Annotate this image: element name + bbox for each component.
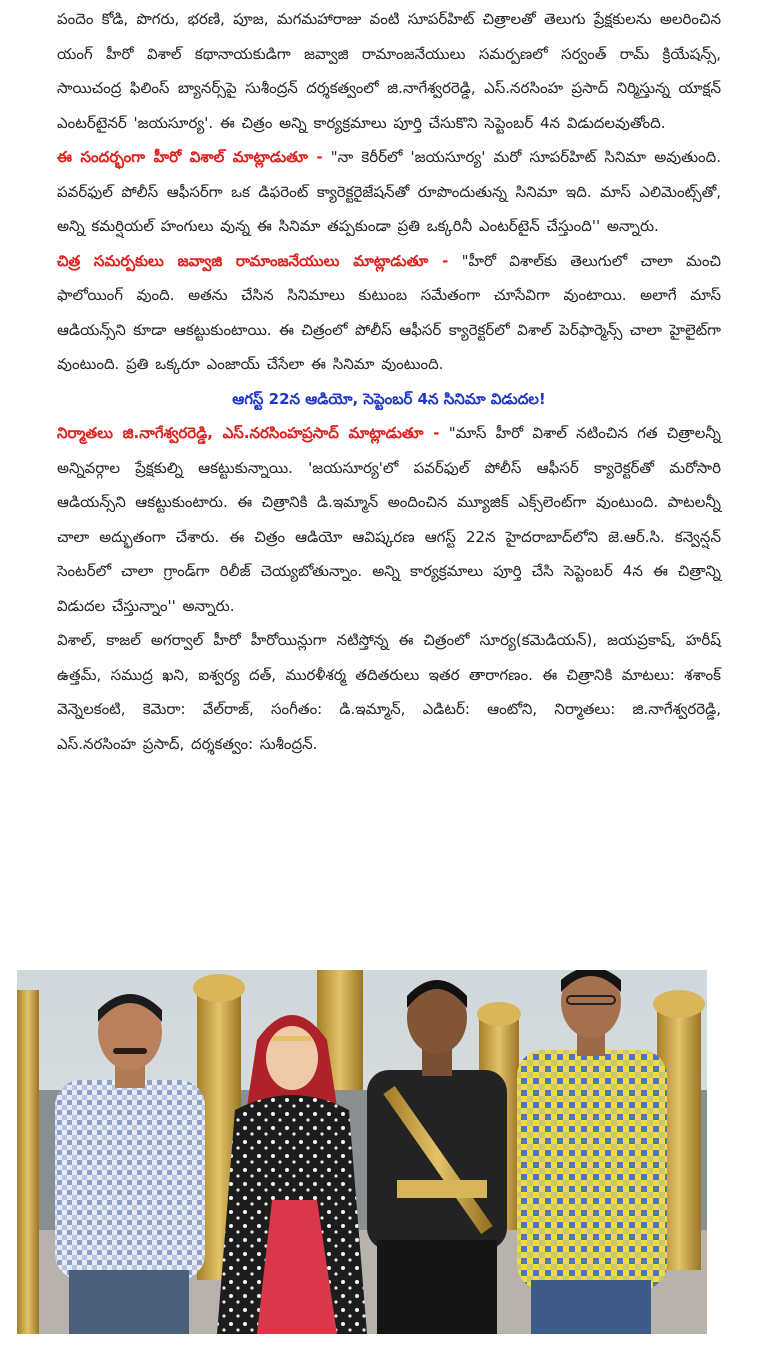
cast-photo xyxy=(17,970,707,1334)
presenter-speaker-label: చిత్ర సమర్పకులు జవ్వాజి రామాంజనేయులు మాట్లాడుతూ - xyxy=(57,251,449,270)
hero-quote-text: "నా కెరీర్‌లో 'జయసూర్య' మరో సూపర్‌హిట్ సినిమా అవుతుంది. పవర్‌ఫుల్ పోలీస్ ఆఫీసర్‌గా ఒక డిఫరెంట్ క్యారెక్టరైజేషన్‌తో రూపొందుతున్న సినిమా ఇది. మాస్ ఎలిమెంట్స్‌తో, అన్ని కమర్షియల్ హంగులు వున్న ఈ సినిమా తప్పకుండా ప్రతి ఒక్కరినీ ఎంటర్‌టైన్ చేస్తుంది'' అన్నారు. xyxy=(57,148,721,235)
intro-paragraph: పందెం కోడి, పొగరు, భరణి, పూజ, మగమహారాజు వంటి సూపర్‌హిట్ చిత్రాలతో తెలుగు ప్రేక్షకులను అలరించిన యంగ్ హీరో విశాల్ కథానాయకుడిగా జవ్వాజి రామాంజనేయులు సమర్పణలో సర్వంత్ రామ్ క్రియేషన్స్, సాయిచంద్ర ఫిలింస్ బ్యానర్స్‌పై సుశీంద్రన్ దర్శకత్వంలో జి.నాగేశ్వరరెడ్డి, ఎస్.నరసింహ ప్రసాద్ నిర్మిస్తున్న యాక్షన్ ఎంటర్‌టైనర్ 'జయసూర్య'. ఈ చిత్రం అన్ని కార్యక్రమాలు పూర్తి చేసుకొని సెప్టెంబర్ 4న విడుదలవుతోంది. xyxy=(57,10,721,132)
producers-quote-paragraph xyxy=(57,416,721,623)
release-subheading: ఆగస్ట్ 22న ఆడియో, సెప్టెంబర్ 4న సినిమా విడుదల! xyxy=(232,389,546,408)
presenter-quote-text: "హీరో విశాల్‌కు తెలుగులో చాలా మంచి ఫాలోయింగ్ వుంది. అతను చేసిన సినిమాలు కుటుంబ సమేతంగా చూసేవిగా వుంటాయి. అలాగే మాస్ ఆడియన్స్‌ని కూడా ఆకట్టుకుంటాయి. ఈ చిత్రంలో పోలీస్ ఆఫీసర్ క్యారెక్టర్‌లో విశాల్ పెర్‌ఫార్మెన్స్ చాలా హైలైట్‌గా వుంటుంది. ప్రతి ఒక్కరూ ఎంజాయ్ చేసేలా ఈ సినిమా వుంటుంది. xyxy=(57,251,721,373)
hero-quote-paragraph xyxy=(57,140,721,244)
hero-speaker-label: ఈ సందర్భంగా హీరో విశాల్ మాట్లాడుతూ - xyxy=(57,148,323,166)
producers-quote-text: "మాస్ హీరో విశాల్ నటించిన గత చిత్రాలన్నీ అన్నివర్గాల ప్రేక్షకుల్ని ఆకట్టుకున్నాయి. 'జయసూర్య'లో పవర్‌ఫుల్ పోలీస్ ఆఫీసర్ క్యారెక్టర్‌తో మరోసారి ఆడియన్స్‌ని ఆకట్టుకుంటారు. ఈ చిత్రానికి డి.ఇమ్మాన్ అందించిన మ్యూజిక్ ఎక్స్‌లెంట్‌గా వుంటుంది. పాటలన్నీ చాలా అద్భుతంగా చేశారు. ఈ చిత్రం ఆడియో ఆవిష్కరణ ఆగస్ట్ 22న హైదరాబాద్‌లోని జె.ఆర్.సి. కన్వెన్షన్ సెంటర్‌లో చాలా గ్రాండ్‌గా రిలీజ్ చెయ్యబోతున్నాం. అన్ని కార్యక్రమాలు పూర్తి చేసి సెప్టెంబర్ 4న ఈ చిత్రాన్ని విడుదల చేస్తున్నాం'' అన్నారు. xyxy=(57,424,721,615)
producers-speaker-label: నిర్మాతలు జి.నాగేశ్వరరెడ్డి, ఎస్.నరసింహప్రసాద్ మాట్లాడుతూ - xyxy=(57,424,440,442)
article-body xyxy=(57,2,721,761)
presenter-quote-paragraph xyxy=(57,244,721,382)
credits-paragraph: విశాల్, కాజల్ అగర్వాల్ హీరో హీరోయిన్లుగా నటిస్తోన్న ఈ చిత్రంలో సూర్య(కమెడియన్), జయప్రకాష్, హరీష్ ఉత్తమ్, సముద్ర ఖని, ఐశ్వర్య దత్, మురళీశర్మ తదితరులు ఇతర తారాగణం. ఈ చిత్రానికి మాటలు: శశాంక్ వెన్నెలకంటి, కెమెరా: వేల్‌రాజ్, సంగీతం: డి.ఇమ్మాన్, ఎడిటర్: ఆంటోని, నిర్మాతలు: జి.నాగేశ్వరరెడ్డి, ఎస్.నరసింహ ప్రసాద్, దర్శకత్వం: సుశీంద్రన్. xyxy=(57,631,721,753)
